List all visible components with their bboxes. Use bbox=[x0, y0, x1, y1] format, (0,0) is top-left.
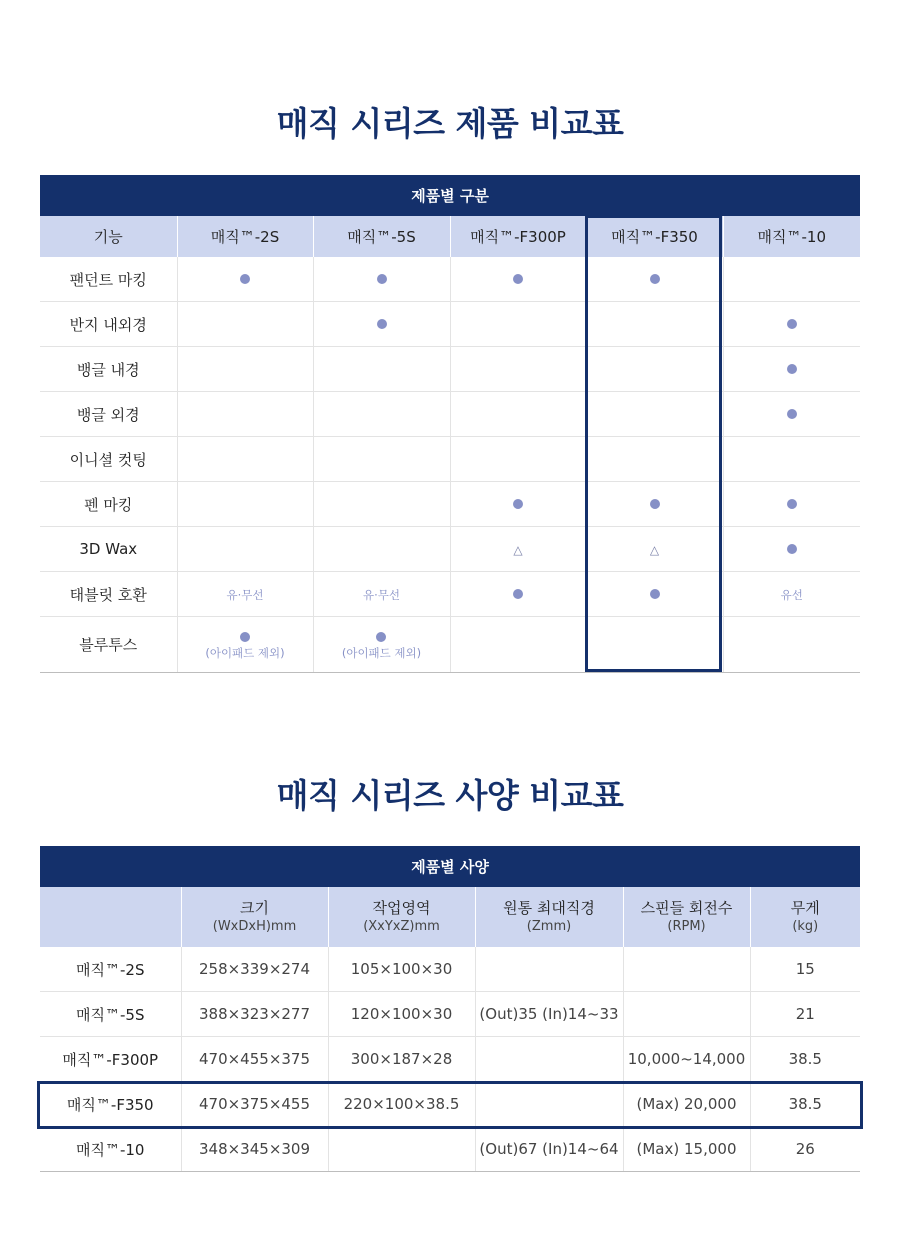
supported-dot-icon bbox=[376, 632, 386, 642]
feature-cell bbox=[450, 437, 586, 482]
spec-diameter bbox=[475, 1037, 623, 1082]
spec-header-label: 작업영역 bbox=[372, 899, 431, 918]
spec-table-title: 매직 시리즈 사양 비교표 bbox=[276, 776, 624, 815]
spec-size: 348×345×309 bbox=[181, 1127, 328, 1172]
feature-name: 태블릿 호환 bbox=[40, 572, 177, 617]
supported-dot-icon bbox=[240, 274, 250, 284]
spec-diameter bbox=[475, 947, 623, 992]
feature-note: 유·무선 bbox=[363, 588, 400, 602]
table-row bbox=[40, 1082, 860, 1127]
model-header: 매직™-F300P bbox=[450, 216, 586, 257]
feature-cell bbox=[723, 617, 860, 673]
feature-cell bbox=[450, 482, 586, 527]
feature-cell bbox=[450, 257, 586, 302]
supported-dot-icon bbox=[240, 632, 250, 642]
spec-table-body bbox=[40, 947, 860, 1172]
supported-dot-icon bbox=[513, 274, 523, 284]
supported-dot-icon bbox=[377, 274, 387, 284]
feature-cell bbox=[723, 392, 860, 437]
feature-cell bbox=[723, 437, 860, 482]
model-header: 매직™-F350 bbox=[586, 216, 723, 257]
spec-area: 120×100×30 bbox=[328, 992, 475, 1037]
feature-name: 뱅글 내경 bbox=[40, 347, 177, 392]
feature-name: 뱅글 외경 bbox=[40, 392, 177, 437]
supported-dot-icon bbox=[787, 499, 797, 509]
supported-dot-icon bbox=[650, 589, 660, 599]
spec-area: 105×100×30 bbox=[328, 947, 475, 992]
supported-dot-icon bbox=[513, 499, 523, 509]
feature-cell bbox=[313, 482, 450, 527]
table-row bbox=[40, 257, 860, 302]
table-row bbox=[40, 392, 860, 437]
supported-dot-icon bbox=[650, 499, 660, 509]
table-row bbox=[40, 572, 860, 617]
spec-header-label: 스핀들 회전수 bbox=[640, 899, 733, 918]
feature-cell bbox=[313, 437, 450, 482]
spec-rpm: 10,000~14,000 bbox=[623, 1037, 750, 1082]
feature-cell bbox=[177, 347, 313, 392]
feature-cell bbox=[586, 617, 723, 673]
feature-cell bbox=[177, 527, 313, 572]
feature-column-headers bbox=[40, 216, 860, 257]
spec-header-label: 무게 bbox=[790, 899, 820, 918]
supported-dot-icon bbox=[650, 274, 660, 284]
feature-cell bbox=[313, 302, 450, 347]
model-name: 매직™-F300P bbox=[40, 1037, 181, 1082]
feature-cell bbox=[586, 392, 723, 437]
feature-cell bbox=[177, 302, 313, 347]
feature-cell bbox=[177, 482, 313, 527]
feature-cell bbox=[723, 347, 860, 392]
partial-triangle-icon: △ bbox=[513, 543, 523, 557]
feature-cell bbox=[586, 302, 723, 347]
feature-cell bbox=[177, 392, 313, 437]
spec-rpm: (Max) 20,000 bbox=[623, 1082, 750, 1127]
spec-header-label: 크기 bbox=[240, 899, 269, 918]
feature-cell bbox=[586, 482, 723, 527]
spec-diameter: (Out)35 (In)14~33 bbox=[475, 992, 623, 1037]
feature-cell bbox=[723, 527, 860, 572]
feature-cell bbox=[313, 617, 450, 673]
table-row bbox=[40, 947, 860, 992]
table-row bbox=[40, 347, 860, 392]
spec-header bbox=[750, 887, 860, 947]
feature-cell bbox=[586, 527, 723, 572]
feature-band-header: 제품별 구분 bbox=[40, 175, 860, 216]
feature-cell bbox=[313, 257, 450, 302]
feature-name: 블루투스 bbox=[40, 617, 177, 673]
spec-header bbox=[623, 887, 750, 947]
feature-note: 유선 bbox=[780, 588, 803, 602]
model-header: 매직™-5S bbox=[313, 216, 450, 257]
spec-size: 388×323×277 bbox=[181, 992, 328, 1037]
spec-weight: 21 bbox=[750, 992, 860, 1037]
feature-table-body bbox=[40, 257, 860, 673]
feature-cell bbox=[586, 572, 723, 617]
model-name: 매직™-2S bbox=[40, 947, 181, 992]
table-row bbox=[40, 302, 860, 347]
spec-rpm bbox=[623, 992, 750, 1037]
model-header: 매직™-10 bbox=[723, 216, 860, 257]
feature-name: 팬던트 마킹 bbox=[40, 257, 177, 302]
feature-cell bbox=[313, 392, 450, 437]
supported-dot-icon bbox=[513, 589, 523, 599]
supported-dot-icon bbox=[787, 409, 797, 419]
feature-cell bbox=[723, 302, 860, 347]
feature-note: (아이패드 제외) bbox=[205, 646, 285, 660]
spec-header-unit: (XxYxZ)mm bbox=[363, 919, 440, 935]
feature-cell bbox=[313, 572, 450, 617]
supported-dot-icon bbox=[787, 364, 797, 374]
feature-cell bbox=[586, 347, 723, 392]
feature-cell bbox=[450, 347, 586, 392]
feature-cell bbox=[723, 257, 860, 302]
feature-name: 3D Wax bbox=[40, 527, 177, 572]
spec-area bbox=[328, 1127, 475, 1172]
model-header: 매직™-2S bbox=[177, 216, 313, 257]
feature-cell bbox=[313, 527, 450, 572]
spec-weight: 26 bbox=[750, 1127, 860, 1172]
spec-header bbox=[181, 887, 328, 947]
feature-cell bbox=[177, 437, 313, 482]
spec-comparison-table bbox=[40, 846, 860, 1172]
feature-note: (아이패드 제외) bbox=[341, 646, 422, 660]
feature-name: 펜 마킹 bbox=[40, 482, 177, 527]
feature-comparison-table bbox=[40, 175, 860, 673]
supported-dot-icon bbox=[787, 544, 797, 554]
partial-triangle-icon: △ bbox=[649, 543, 660, 557]
spec-rpm: (Max) 15,000 bbox=[623, 1127, 750, 1172]
spec-header-unit: (WxDxH)mm bbox=[212, 919, 297, 935]
feature-note: 유·무선 bbox=[226, 588, 264, 602]
feature-cell bbox=[450, 392, 586, 437]
feature-cell bbox=[586, 257, 723, 302]
spec-weight: 38.5 bbox=[750, 1082, 860, 1127]
spec-size: 470×375×455 bbox=[181, 1082, 328, 1127]
feature-cell bbox=[450, 572, 586, 617]
table-row bbox=[40, 437, 860, 482]
spec-band-header: 제품별 사양 bbox=[40, 846, 860, 887]
spec-header-label: 원통 최대직경 bbox=[503, 899, 595, 918]
feature-cell bbox=[450, 302, 586, 347]
table-row bbox=[40, 617, 860, 673]
spec-rpm bbox=[623, 947, 750, 992]
model-name: 매직™-5S bbox=[40, 992, 181, 1037]
feature-table-title: 매직 시리즈 제품 비교표 bbox=[276, 104, 624, 143]
table-row bbox=[40, 1127, 860, 1172]
spec-header-unit: (RPM) bbox=[667, 919, 706, 935]
feature-cell bbox=[450, 617, 586, 673]
feature-cell bbox=[586, 437, 723, 482]
spec-diameter: (Out)67 (In)14~64 bbox=[475, 1127, 623, 1172]
spec-diameter bbox=[475, 1082, 623, 1127]
feature-header-label: 기능 bbox=[40, 216, 177, 257]
spec-size: 470×455×375 bbox=[181, 1037, 328, 1082]
spec-size: 258×339×274 bbox=[181, 947, 328, 992]
supported-dot-icon bbox=[787, 319, 797, 329]
table-row bbox=[40, 1037, 860, 1082]
spec-weight: 15 bbox=[750, 947, 860, 992]
table-row bbox=[40, 482, 860, 527]
feature-cell bbox=[177, 257, 313, 302]
spec-header bbox=[328, 887, 475, 947]
feature-name: 이니셜 컷팅 bbox=[40, 437, 177, 482]
model-name: 매직™-10 bbox=[40, 1127, 181, 1172]
feature-cell bbox=[313, 347, 450, 392]
spec-column-headers bbox=[40, 887, 860, 947]
spec-area: 300×187×28 bbox=[328, 1037, 475, 1082]
feature-cell bbox=[177, 617, 313, 673]
spec-area: 220×100×38.5 bbox=[328, 1082, 475, 1127]
spec-header-unit: (Zmm) bbox=[526, 919, 572, 935]
model-name: 매직™-F350 bbox=[40, 1082, 181, 1127]
spec-header bbox=[475, 887, 623, 947]
feature-cell bbox=[450, 527, 586, 572]
spec-header bbox=[40, 887, 181, 947]
supported-dot-icon bbox=[377, 319, 387, 329]
feature-cell bbox=[723, 572, 860, 617]
spec-weight: 38.5 bbox=[750, 1037, 860, 1082]
table-row bbox=[40, 527, 860, 572]
feature-cell bbox=[723, 482, 860, 527]
table-row bbox=[40, 992, 860, 1037]
spec-header-unit: (kg) bbox=[792, 919, 819, 935]
feature-cell bbox=[177, 572, 313, 617]
feature-name: 반지 내외경 bbox=[40, 302, 177, 347]
